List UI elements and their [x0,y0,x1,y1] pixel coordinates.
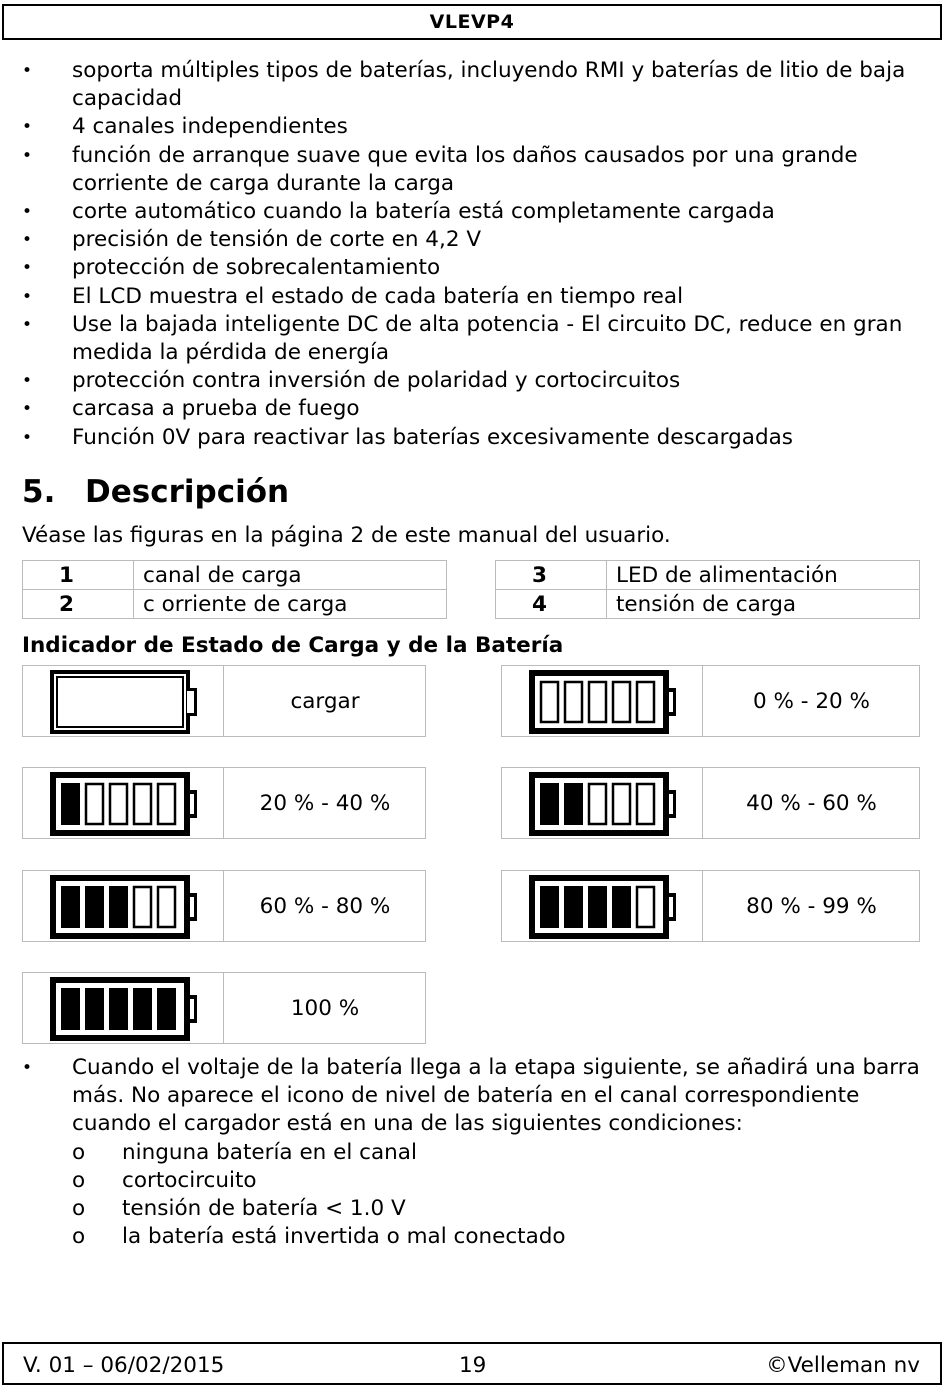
legend-table-right [495,560,920,619]
feature-item: • precisión de tensión de corte en 4,2 V [22,226,927,254]
battery-state-label: 100 % [290,995,360,1021]
battery-state-cell [22,767,426,839]
condition-item: o tensión de batería < 1.0 V [72,1195,927,1223]
feature-item: • corte automático cuando la batería está completamente cargada [22,198,927,226]
circle-bullet-icon: o [72,1196,86,1222]
feature-item: • Función 0V para reactivar las baterías excesivamente descargadas [22,424,927,452]
section-number: 5. [22,474,56,510]
condition-item: o la batería está invertida o mal conectado [72,1223,927,1251]
legend-table-left [22,560,447,619]
footer-copyright: ©Velleman nv [766,1353,920,1378]
battery-1-bar-icon [47,768,197,844]
table-row [23,561,447,590]
battery-state-label: 20 % - 40 % [259,790,391,816]
table-row [496,590,920,619]
document-model: VLEVP4 [429,11,515,33]
cell-divider [223,768,224,838]
section-heading [22,474,289,510]
cell-divider [223,871,224,941]
cell-divider [223,666,224,736]
battery-state-label: 60 % - 80 % [259,893,391,919]
feature-item: • protección contra inversión de polaridad y cortocircuitos [22,367,927,395]
feature-item: • 4 canales independientes [22,113,927,141]
circle-bullet-icon: o [72,1139,86,1165]
feature-item: • soporta múltiples tipos de baterías, incluyendo RMI y baterías de litio de baja capacidad [22,57,927,113]
battery-state-label: 80 % - 99 % [746,893,877,919]
feature-item: • Use la bajada inteligente DC de alta potencia - El circuito DC, reduce en gran medida la pérdida de energía [22,311,927,367]
section-title: Descripción [85,474,290,510]
note-text: Cuando el voltaje de la batería llega a la etapa siguiente, se añadirá una barra más. No aparece el icono de nivel de batería en el canal correspondiente cuando el cargador está en una de las siguientes condiciones: [72,1055,920,1137]
condition-item: o ninguna batería en el canal [72,1139,927,1167]
footer-version: V. 01 – 06/02/2015 [23,1353,225,1378]
feature-item: • carcasa a prueba de fuego [22,395,927,423]
cell-divider [702,871,703,941]
note-item [22,1054,927,1251]
cell-divider [702,666,703,736]
battery-3-bars-icon [47,871,197,947]
indicator-heading: Indicador de Estado de Carga y de la Batería [22,633,564,658]
battery-state-label: 40 % - 60 % [746,790,877,816]
cell-divider [223,973,224,1043]
condition-list [22,1139,927,1252]
legend-number: 4 [496,590,607,619]
legend-number: 2 [23,590,134,619]
battery-empty-outline-icon [47,666,197,742]
page-footer [2,1342,942,1385]
battery-state-cell [22,972,426,1044]
legend-number: 3 [496,561,607,590]
battery-state-label: cargar [290,688,360,714]
battery-state-cell [501,870,920,942]
notes-list [22,1054,927,1251]
battery-state-cell [501,767,920,839]
feature-item: • El LCD muestra el estado de cada batería en tiempo real [22,283,927,311]
battery-state-cell [22,665,426,737]
legend-text: tensión de carga [607,590,920,619]
legend-text: c orriente de carga [134,590,447,619]
cell-divider [702,768,703,838]
table-row [23,590,447,619]
legend-text: canal de carga [134,561,447,590]
section-intro: Véase las figuras en la página 2 de este manual del usuario. [22,523,671,548]
legend-number: 1 [23,561,134,590]
legend-text: LED de alimentación [607,561,920,590]
feature-item: • protección de sobrecalentamiento [22,254,927,282]
page-header [2,4,942,40]
battery-2-bars-icon [526,768,676,844]
circle-bullet-icon: o [72,1224,86,1250]
battery-0-bars-icon [526,666,676,742]
battery-state-cell [501,665,920,737]
circle-bullet-icon: o [72,1167,86,1193]
feature-item: • función de arranque suave que evita los daños causados por una grande corriente de carga durante la carga [22,142,927,198]
table-row [496,561,920,590]
battery-state-cell [22,870,426,942]
battery-4-bars-icon [526,871,676,947]
feature-list [22,57,927,452]
page-number: 19 [459,1353,487,1378]
condition-item: o cortocircuito [72,1167,927,1195]
battery-5-bars-icon [47,973,197,1049]
battery-state-label: 0 % - 20 % [753,688,870,714]
